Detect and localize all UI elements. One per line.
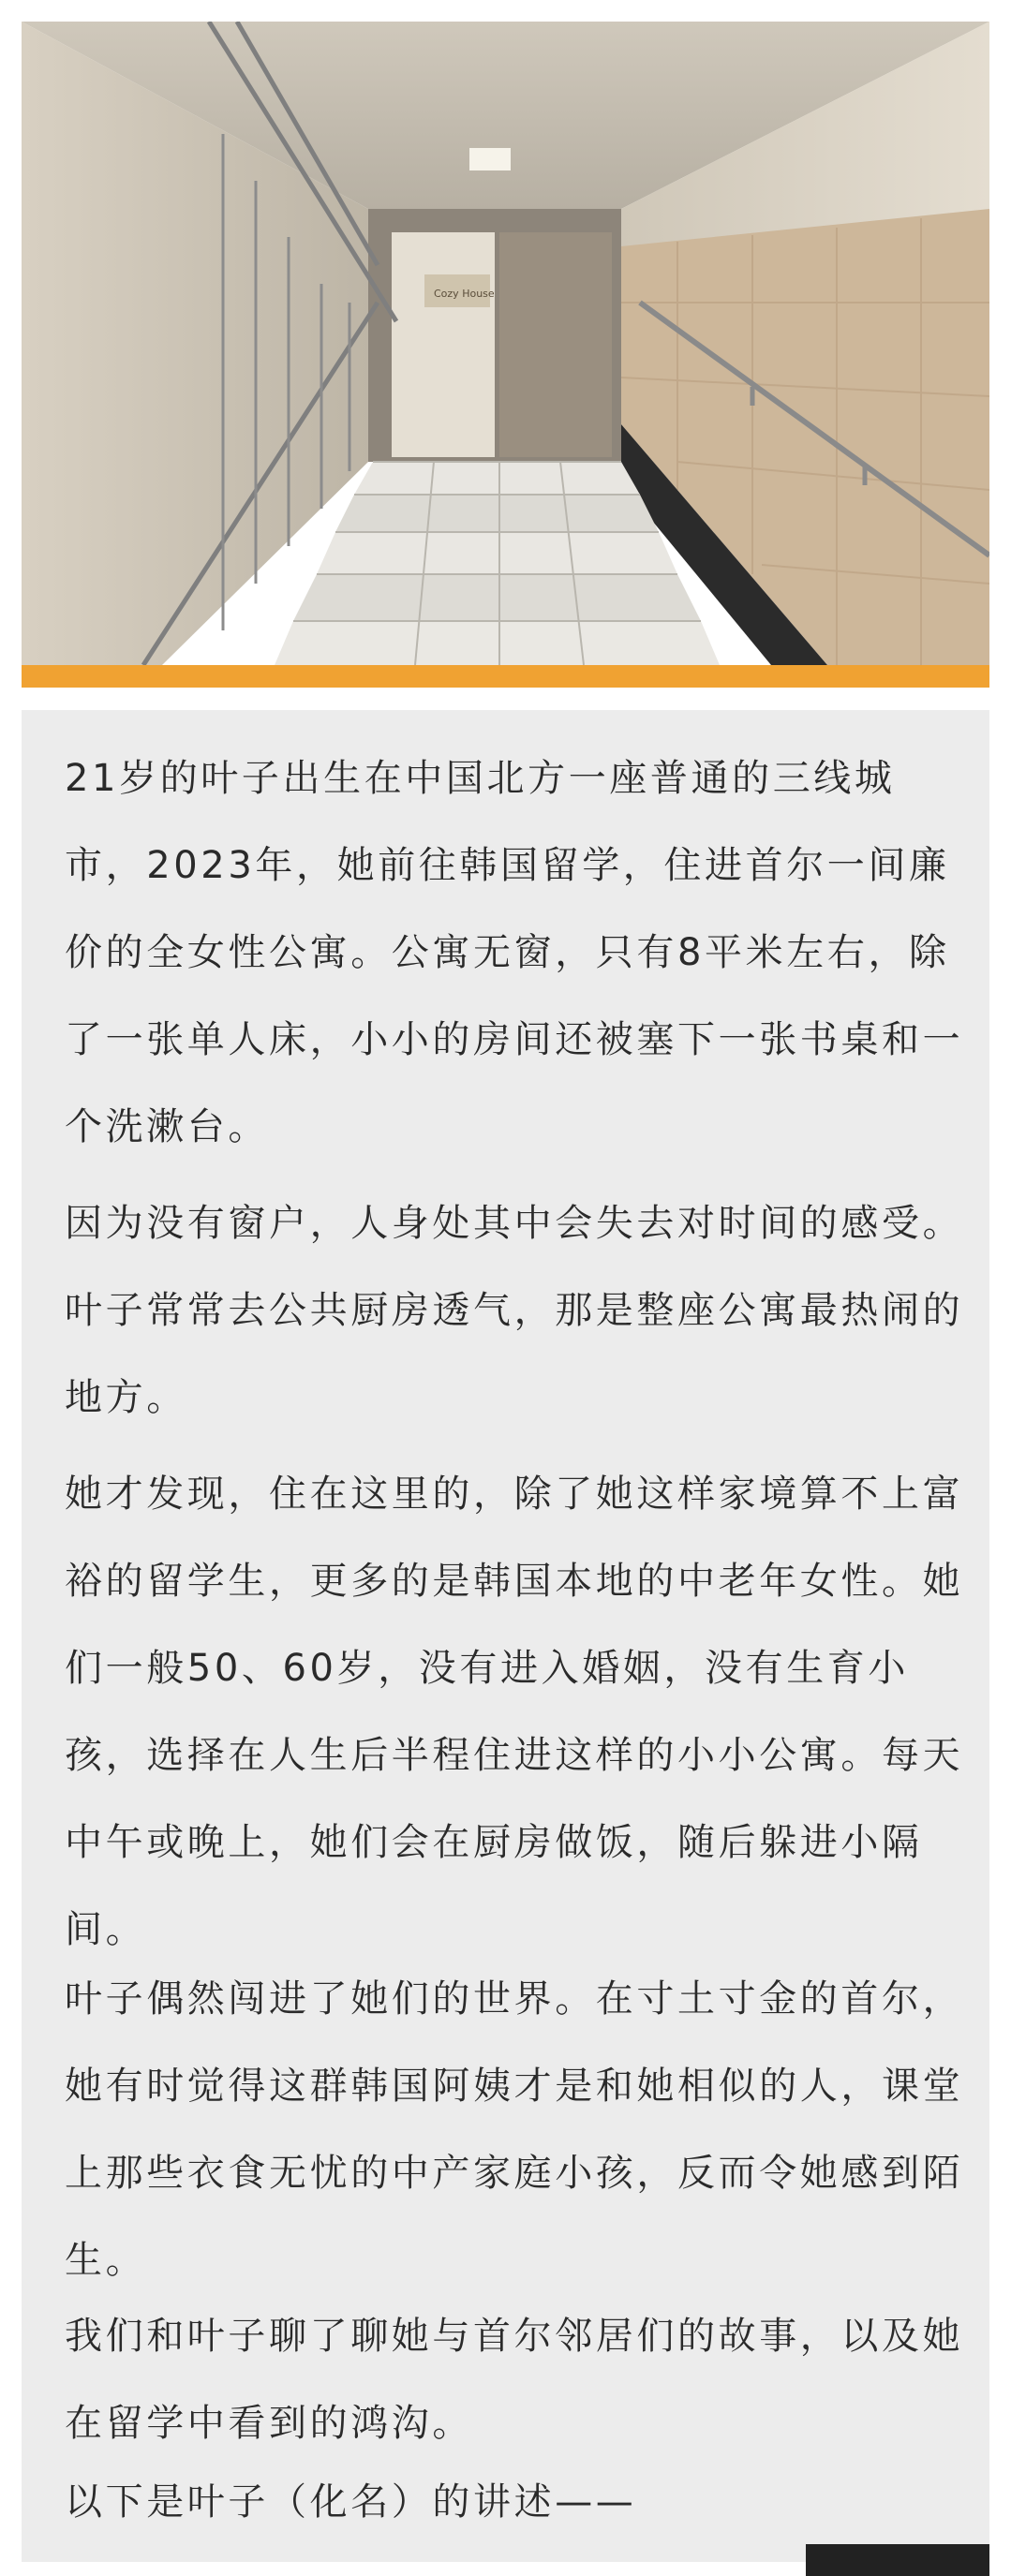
article-body (22, 710, 989, 2562)
paragraph-no-window: 因为没有窗户，人身处其中会失去对时间的感受。叶子常常去公共厨房透气，那是整座公寓最热闹的地方。 (65, 1202, 964, 1419)
paragraph-world: 叶子偶然闯进了她们的世界。在寸土寸金的首尔，她有时觉得这群韩国阿姨才是和她相似的人，课堂上那些衣食无忧的中产家庭小孩，反而令她感到陌生。 (65, 1977, 964, 2282)
corner-decoration (806, 2544, 989, 2576)
sign-text: Cozy House (434, 288, 495, 300)
paragraph-residents: 她才发现，住在这里的，除了她这样家境算不上富裕的留学生，更多的是韩国本地的中老年女性。她们一般50、60岁，没有进入婚姻，没有生育小孩，选择在人生后半程住进这样的小小公寓。每天中午或晚上，她们会在厨房做饭，随后躲进小隔间。 (65, 1473, 964, 1951)
paragraph-narration: 以下是叶子（化名）的讲述—— (65, 2480, 637, 2524)
paragraph-intro: 21岁的叶子出生在中国北方一座普通的三线城市，2023年，她前往韩国留学，住进首尔一间廉价的全女性公寓。公寓无窗，只有8平米左右，除了一张单人床，小小的房间还被塞下一张书桌和一个洗漱台。 (65, 757, 964, 1148)
hero-image (22, 22, 989, 665)
paragraph-chat: 我们和叶子聊了聊她与首尔邻居们的故事，以及她在留学中看到的鸿沟。 (65, 2315, 964, 2445)
accent-bar (22, 665, 989, 688)
stairwell-photo-icon (22, 22, 989, 665)
